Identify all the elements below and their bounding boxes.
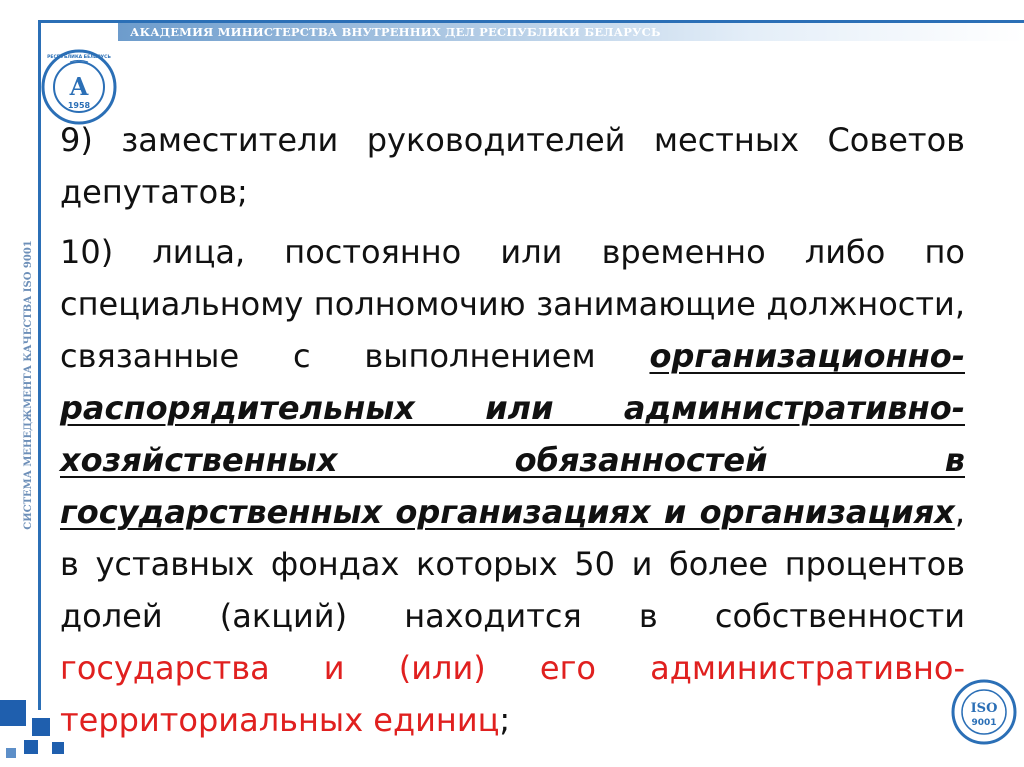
- item-10-red-highlight: государства и (или) его административно-территориальных единиц: [60, 649, 965, 739]
- item-10-emphasis: организационно-распорядительных или административно-хозяйственных обязанностей в государственных организациях и организациях: [60, 337, 965, 531]
- decor-square: [32, 718, 50, 736]
- header-organization: АКАДЕМИЯ МИНИСТЕРСТВА ВНУТРЕННИХ ДЕЛ РЕСПУБЛИКИ БЕЛАРУСЬ: [130, 25, 661, 39]
- decor-square: [0, 700, 26, 726]
- item-10-end: ;: [499, 701, 511, 739]
- decor-square: [6, 748, 16, 758]
- vertical-caption: СИСТЕМА МЕНЕДЖМЕНТА КАЧЕСТВА ISO 9001: [23, 240, 34, 530]
- iso-number: 9001: [971, 718, 997, 728]
- logo-ring-text: РЕСПУБЛИКА БЕЛАРУСЬ: [47, 55, 111, 60]
- iso-label: ISO: [970, 701, 998, 716]
- slide-body: [60, 114, 965, 746]
- item-10-lead: 10) лица, постоянно или временно либо по специальному полномочию занимающие должности, связанные с выполнением: [60, 233, 965, 375]
- decor-square: [24, 740, 38, 754]
- item-10-middle: , в уставных фондах которых 50 и более процентов долей (акций) находится в собственности: [60, 493, 965, 635]
- logo-letter: А: [69, 72, 89, 101]
- item-10: [60, 226, 965, 746]
- item-9: 9) заместители руководителей местных Советов депутатов;: [60, 121, 965, 211]
- logo-year: 1958: [67, 101, 91, 110]
